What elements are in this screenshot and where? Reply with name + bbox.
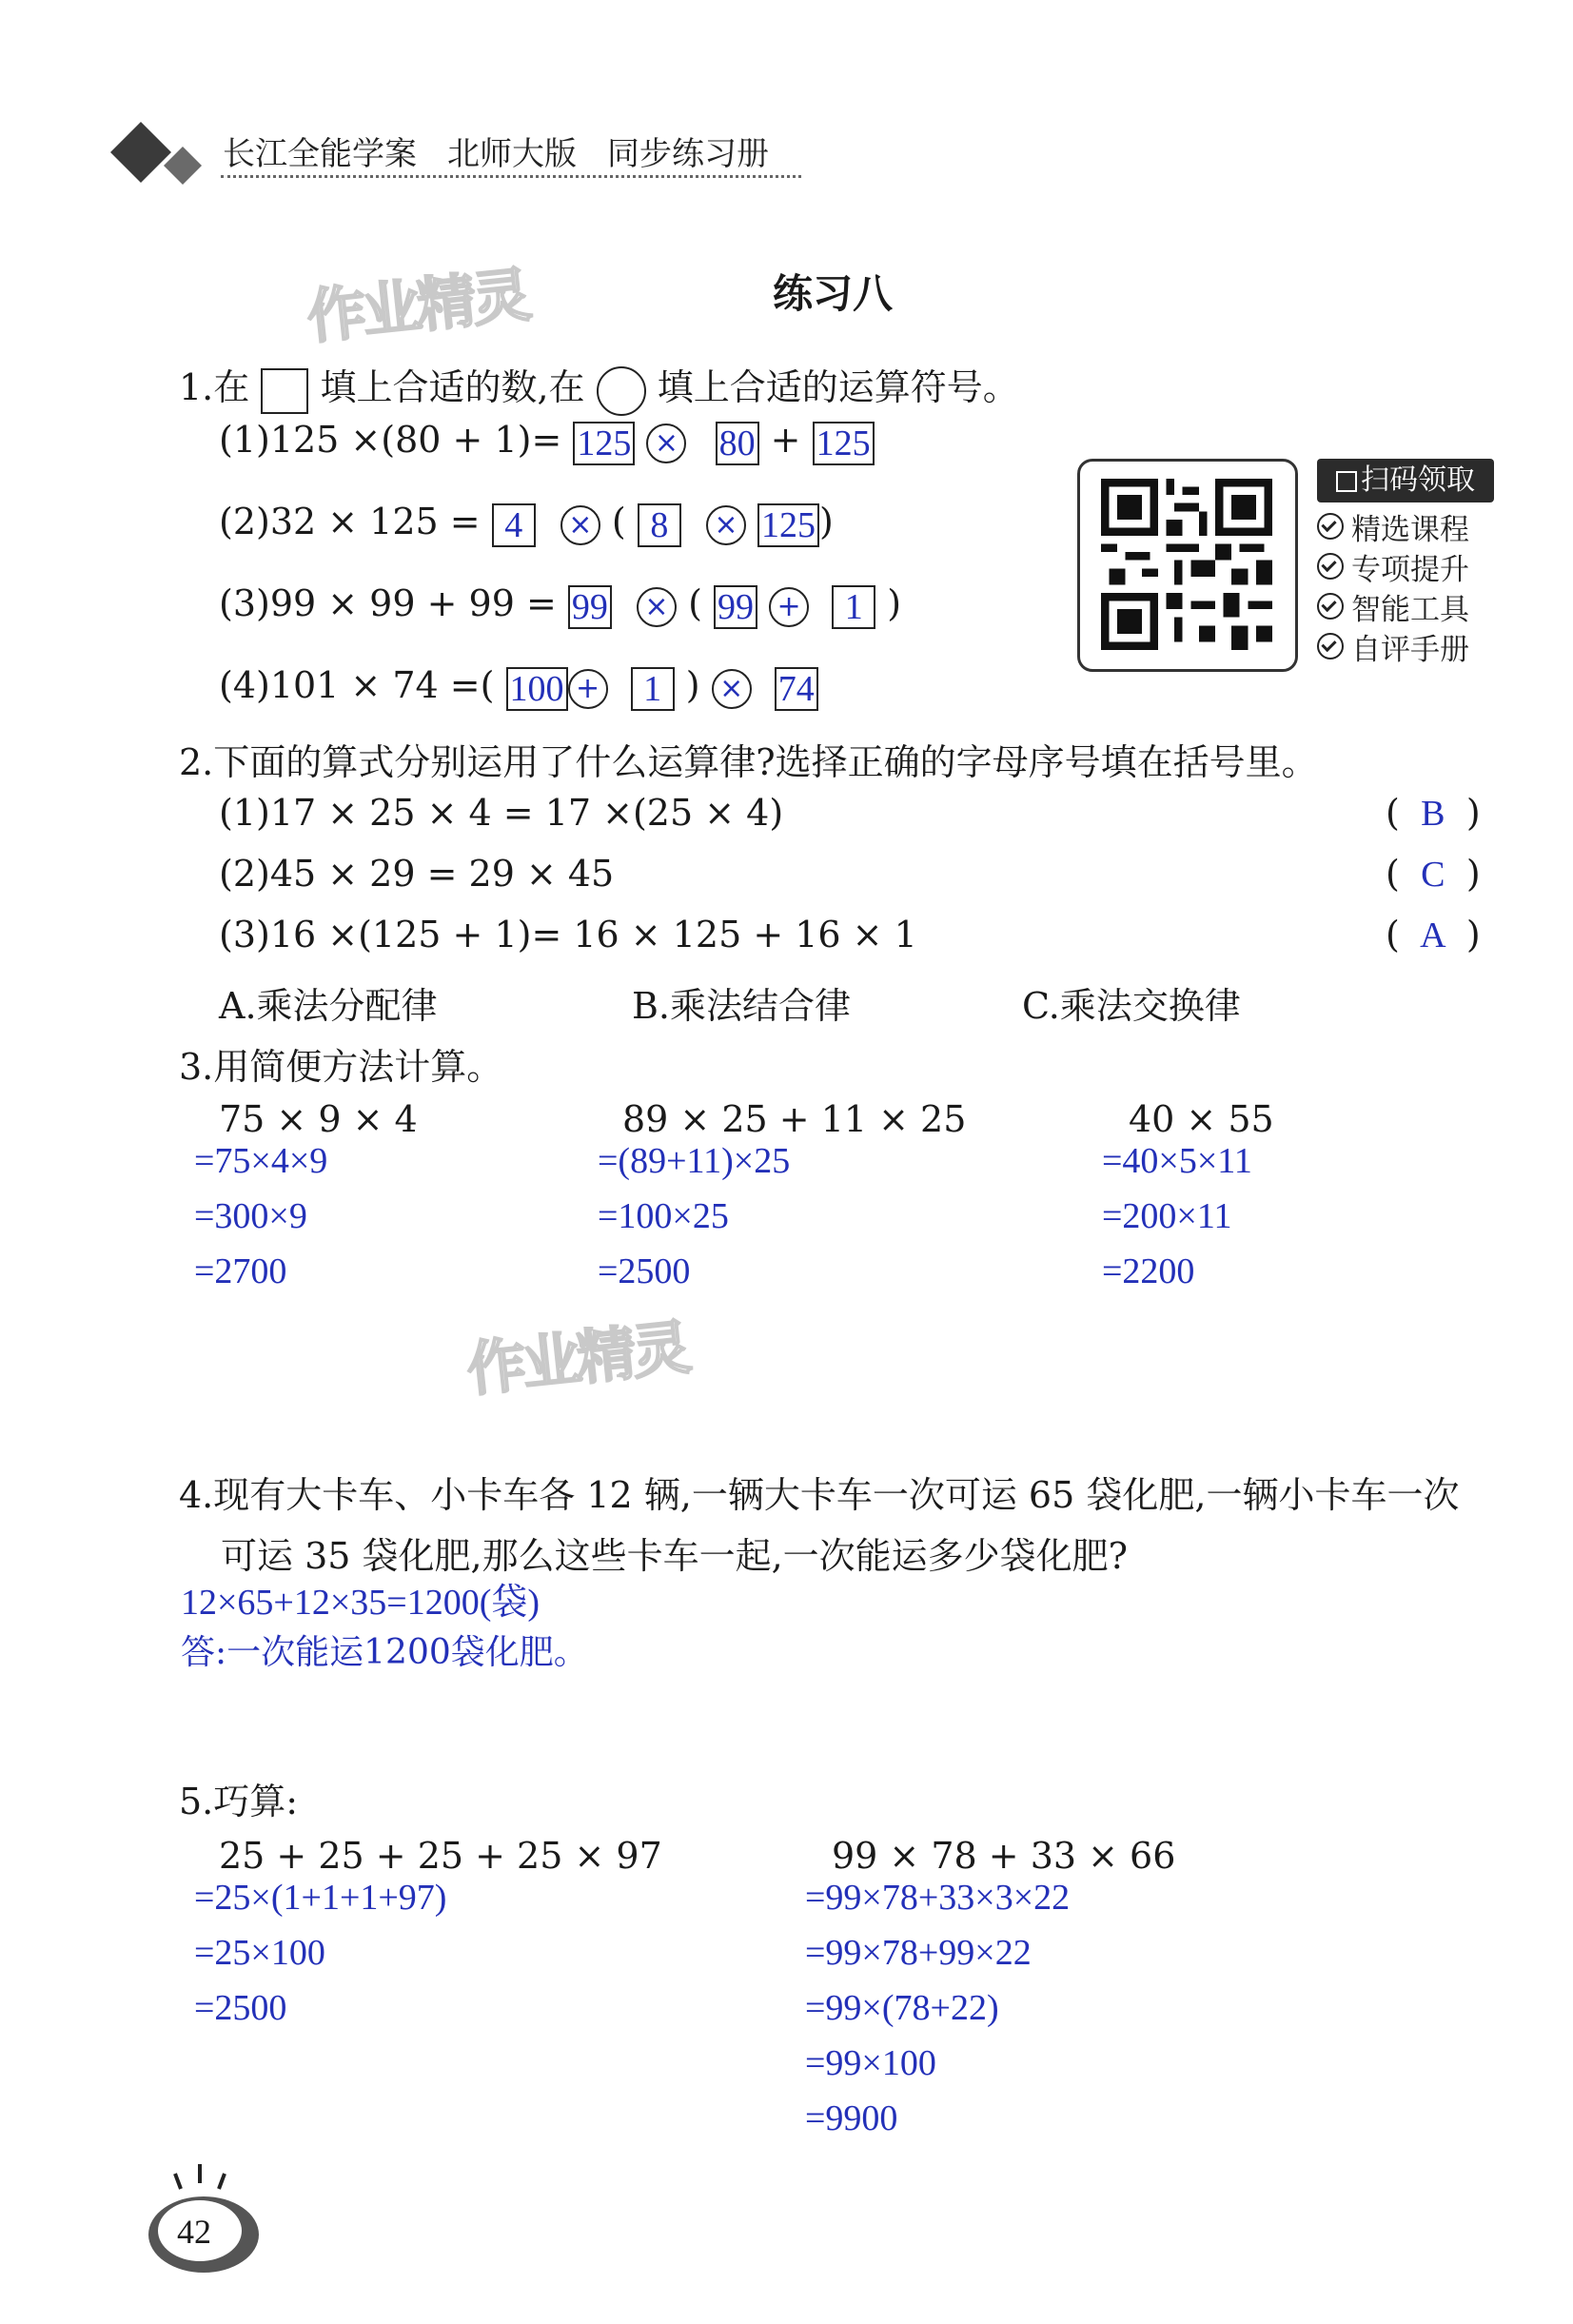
check-circle-icon: [1317, 633, 1344, 660]
q3-step: =100×25: [598, 1196, 729, 1236]
answer-box: 125: [813, 422, 875, 465]
operator-circle: +: [568, 669, 608, 709]
operator-circle: ×: [706, 505, 746, 545]
q5-step: =25×100: [194, 1933, 325, 1973]
q2-answer: ( C ): [1386, 853, 1481, 895]
q2-item: (2)45 × 29 = 29 × 45: [219, 853, 615, 895]
q2-item: (3)16 ×(125 + 1)= 16 × 125 + 16 × 1: [219, 914, 917, 955]
answer-box: 99: [568, 585, 612, 629]
qr-code-icon: [1101, 479, 1272, 650]
operator-circle: ×: [637, 587, 677, 627]
q3-step: =2200: [1102, 1251, 1195, 1291]
q3-step: =300×9: [194, 1196, 307, 1236]
qr-feature: 专项提升: [1317, 546, 1469, 586]
answer-box: 74: [775, 667, 818, 711]
qr-panel: [1077, 449, 1496, 668]
q5-prompt: 5.巧算:: [179, 1781, 299, 1822]
q4-answer: 答:一次能运1200袋化肥。: [181, 1633, 588, 1672]
answer-box: 99: [714, 585, 757, 629]
q3-step: =75×4×9: [194, 1141, 328, 1181]
q3-step: =2700: [194, 1251, 287, 1291]
q3-problem: 89 × 25 + 11 × 25: [622, 1098, 967, 1140]
box-symbol: [261, 368, 308, 414]
q2-option: C.乘法交换律: [1022, 985, 1241, 1027]
q3-problem: 40 × 55: [1129, 1098, 1274, 1140]
q3-step: =40×5×11: [1102, 1141, 1252, 1181]
header-title: 长江全能学案 北师大版 同步练习册: [223, 135, 769, 173]
q5-step: =9900: [805, 2098, 898, 2138]
q2-option: A.乘法分配律: [219, 985, 438, 1027]
q5-step: =99×78+33×3×22: [805, 1878, 1071, 1918]
q4-line-1: 4.现有大卡车、小卡车各 12 辆,一辆大卡车一次可运 65 袋化肥,一辆小卡车一次: [179, 1474, 1460, 1516]
q5-problem: 99 × 78 + 33 × 66: [832, 1835, 1176, 1877]
q5-step: =25×(1+1+1+97): [194, 1878, 447, 1918]
q4-calc: 12×65+12×35=1200(袋): [181, 1583, 541, 1623]
check-circle-icon: [1317, 593, 1344, 620]
q1-line-2: (2)32 × 125 = 4 × ( 8 × 125 ): [219, 501, 834, 545]
q3-problem: 75 × 9 × 4: [219, 1098, 418, 1140]
q5-step: =99×(78+22): [805, 1988, 999, 2028]
q3-step: =2500: [598, 1251, 691, 1291]
q5-problem: 25 + 25 + 25 + 25 × 97: [219, 1835, 662, 1877]
q1-line-3: (3)99 × 99 + 99 = 99 × ( 99 + 1 ): [219, 582, 902, 627]
q5-step: =99×100: [805, 2043, 936, 2083]
watermark: 作业精灵: [304, 260, 531, 352]
qr-frame[interactable]: [1077, 459, 1298, 672]
answer-box: 1: [631, 667, 675, 711]
q5-step: =99×78+99×22: [805, 1933, 1032, 1973]
q3-step: =(89+11)×25: [598, 1141, 791, 1181]
qr-feature: 智能工具: [1317, 586, 1469, 626]
header-logo: [103, 112, 207, 188]
q2-option: B.乘法结合律: [632, 985, 852, 1027]
qr-feature: 精选课程: [1317, 506, 1469, 546]
page-number: 42: [177, 2213, 211, 2251]
qr-badge: 扫码领取: [1317, 459, 1494, 502]
answer-box: 1: [832, 585, 875, 629]
operator-circle: ×: [646, 423, 686, 463]
operator-circle: +: [769, 587, 809, 627]
answer-box: 125: [573, 422, 635, 465]
answer-box: 100: [506, 667, 568, 711]
q1-line-4: (4)101 × 74 =( 100 + 1 ) × 74: [219, 664, 818, 711]
operator-circle: ×: [560, 505, 600, 545]
watermark: 作业精灵: [463, 1312, 691, 1405]
q2-answer: ( A ): [1386, 914, 1481, 955]
q4-line-2: 可运 35 袋化肥,那么这些卡车一起,一次能运多少袋化肥?: [221, 1535, 1129, 1577]
page-number-badge: [133, 2153, 266, 2276]
q2-answer: ( B ): [1386, 792, 1481, 834]
q5-step: =2500: [194, 1988, 287, 2028]
answer-box: 80: [716, 422, 759, 465]
section-title: 练习八: [773, 270, 894, 317]
qr-feature: 自评手册: [1317, 626, 1469, 666]
circle-symbol: [597, 366, 646, 416]
answer-box: 125: [757, 503, 819, 547]
q3-prompt: 3.用简便方法计算。: [179, 1046, 503, 1088]
q1-line-1: (1)125 ×(80 + 1)= 125 × 80 + 125: [219, 419, 875, 465]
scan-icon: [1336, 471, 1357, 492]
q2-item: (1)17 × 25 × 4 = 17 ×(25 × 4): [219, 792, 784, 834]
answer-box: 8: [638, 503, 681, 547]
check-circle-icon: [1317, 553, 1344, 580]
q1-prompt: 1.在 填上合适的数,在 填上合适的运算符号。: [179, 358, 1019, 416]
q2-prompt: 2.下面的算式分别运用了什么运算律?选择正确的字母序号填在括号里。: [179, 741, 1318, 783]
answer-box: 4: [492, 503, 536, 547]
operator-circle: ×: [712, 669, 752, 709]
check-circle-icon: [1317, 513, 1344, 540]
header-rule: [221, 175, 801, 178]
q3-step: =200×11: [1102, 1196, 1232, 1236]
